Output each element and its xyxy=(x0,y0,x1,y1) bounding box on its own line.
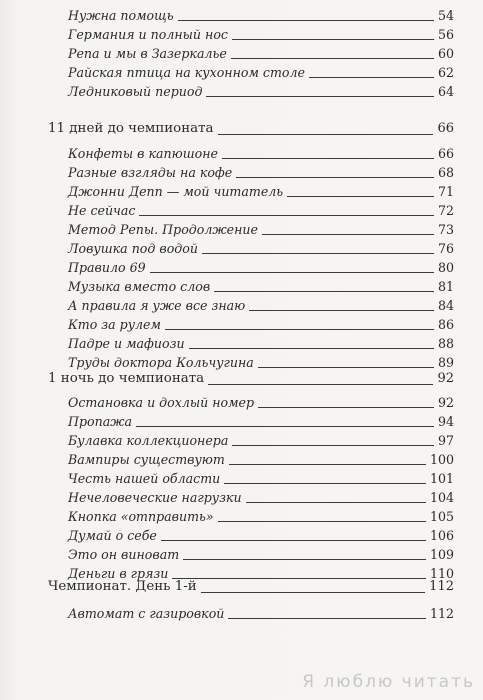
dot-leader xyxy=(136,426,434,427)
toc-entry-page: 109 xyxy=(429,547,454,562)
toc-entry-page: 76 xyxy=(437,241,454,256)
toc-entry-page: 66 xyxy=(437,146,454,161)
dot-leader xyxy=(201,592,425,593)
toc-entry xyxy=(68,279,454,295)
toc-entry xyxy=(68,317,454,333)
toc-entry-page: 104 xyxy=(429,490,454,505)
dot-leader xyxy=(224,483,426,484)
toc-entry xyxy=(68,65,454,81)
dot-leader xyxy=(183,559,426,560)
toc-entry xyxy=(68,452,454,468)
toc-entry-page: 56 xyxy=(437,27,454,42)
toc-entry-title: Музыка вместо слов xyxy=(68,279,211,294)
toc-entry xyxy=(68,84,454,100)
toc-entry-title: Остановка и дохлый номер xyxy=(68,395,255,410)
toc-entry-title: Вампиры существуют xyxy=(68,452,225,467)
toc-entry-title: Булавка коллекционера xyxy=(68,433,229,448)
toc-section xyxy=(48,370,454,388)
toc-entry-title: Автомат с газировкой xyxy=(68,606,225,621)
toc-entry xyxy=(68,203,454,219)
toc-section xyxy=(48,578,454,596)
toc-entry xyxy=(68,146,454,162)
dot-leader xyxy=(258,407,434,408)
toc-entry-page: 112 xyxy=(429,606,454,621)
dot-leader xyxy=(231,58,434,59)
toc-entry-page: 94 xyxy=(437,414,454,429)
toc-entry-page: 81 xyxy=(437,279,454,294)
toc-entry-title: Деньги в грязи xyxy=(68,566,169,581)
toc-entry-title: Ловушка под водой xyxy=(68,241,198,256)
dot-leader xyxy=(178,20,434,21)
toc-section-page: 66 xyxy=(437,121,454,136)
toc-entry-page: 110 xyxy=(429,566,454,581)
toc-entry xyxy=(68,241,454,257)
dot-leader xyxy=(150,272,434,273)
toc-entry-page: 72 xyxy=(437,203,454,218)
toc-entry-title: Метод Репы. Продолжение xyxy=(68,222,258,237)
toc-entry-title: Падре и мафиози xyxy=(68,336,185,351)
toc-entry-page: 86 xyxy=(437,317,454,332)
dot-leader xyxy=(258,367,434,368)
dot-leader xyxy=(246,502,426,503)
toc-entry-title: Ледниковый период xyxy=(68,84,203,99)
toc-entry-page: 89 xyxy=(437,355,454,370)
toc-entry-title: Репа и мы в Зазеркалье xyxy=(68,46,227,61)
dot-leader xyxy=(202,253,434,254)
toc-entry-title: Пропажа xyxy=(68,414,133,429)
toc-entry-title: А правила я уже все знаю xyxy=(68,298,246,313)
toc-entry xyxy=(68,414,454,430)
toc-entry xyxy=(68,46,454,62)
dot-leader xyxy=(228,618,426,619)
toc-entry-page: 106 xyxy=(429,528,454,543)
toc-entry-page: 60 xyxy=(437,46,454,61)
toc-section-title: 1 ночь до чемпионата xyxy=(48,371,205,386)
toc-entry-page: 80 xyxy=(437,260,454,275)
toc-entry-page: 73 xyxy=(437,222,454,237)
toc-entry-title: Райская птица на кухонном столе xyxy=(68,65,305,80)
dot-leader xyxy=(218,134,434,135)
toc-entry-page: 92 xyxy=(437,395,454,410)
dot-leader xyxy=(229,464,426,465)
dot-leader xyxy=(309,77,434,78)
toc-section-page: 112 xyxy=(429,579,454,594)
toc-entry-page: 105 xyxy=(429,509,454,524)
toc-entry xyxy=(68,260,454,276)
toc-entry xyxy=(68,606,454,622)
toc-entry xyxy=(68,471,454,487)
toc-section-page: 92 xyxy=(437,371,454,386)
toc-entry-title: Правило 69 xyxy=(68,260,146,275)
toc-entry-title: Разные взгляды на кофе xyxy=(68,165,233,180)
dot-leader xyxy=(208,384,433,385)
toc-entry-title: Германия и полный нос xyxy=(68,27,228,42)
toc-entry-title: Нечеловеческие нагрузки xyxy=(68,490,242,505)
dot-leader xyxy=(262,234,434,235)
toc-entry xyxy=(68,355,454,371)
toc-entry xyxy=(68,298,454,314)
dot-leader xyxy=(139,215,434,216)
dot-leader xyxy=(236,177,434,178)
toc-entry-title: Джонни Депп — мой читатель xyxy=(68,184,284,199)
dot-leader xyxy=(232,39,434,40)
toc-entry-page: 54 xyxy=(437,8,454,23)
toc-entry-page: 88 xyxy=(437,336,454,351)
toc-entry-title: Не сейчас xyxy=(68,203,136,218)
toc-entry-title: Думай о себе xyxy=(68,528,157,543)
dot-leader xyxy=(249,310,434,311)
toc-entry-page: 68 xyxy=(437,165,454,180)
toc-entry xyxy=(68,433,454,449)
toc-entry-title: Кнопка «отправить» xyxy=(68,509,214,524)
toc-entry xyxy=(68,490,454,506)
toc-entry-page: 64 xyxy=(437,84,454,99)
toc-entry-title: Это он виноват xyxy=(68,547,180,562)
toc-entry-title: Нужна помощь xyxy=(68,8,174,23)
dot-leader xyxy=(218,521,426,522)
toc-entry-title: Честь нашей области xyxy=(68,471,221,486)
dot-leader xyxy=(161,540,426,541)
toc-entry-title: Кто за рулем xyxy=(68,317,161,332)
dot-leader xyxy=(287,196,434,197)
toc-section-title: Чемпионат. День 1-й xyxy=(48,579,197,594)
toc-entry-page: 97 xyxy=(437,433,454,448)
toc-entry xyxy=(68,395,454,411)
toc-entry-title: Труды доктора Кольчугина xyxy=(68,355,254,370)
toc-section xyxy=(48,120,454,138)
watermark-text: Я люблю читать xyxy=(302,672,475,692)
toc-entry-page: 62 xyxy=(437,65,454,80)
dot-leader xyxy=(165,329,434,330)
toc-entry-page: 100 xyxy=(429,452,454,467)
toc-entry xyxy=(68,184,454,200)
dot-leader xyxy=(206,96,434,97)
toc-entry xyxy=(68,547,454,563)
toc-entry xyxy=(68,222,454,238)
dot-leader xyxy=(232,445,434,446)
toc-section-title: 11 дней до чемпионата xyxy=(48,121,214,136)
toc-entry-title: Конфеты в капюшоне xyxy=(68,146,218,161)
toc-entry-page: 84 xyxy=(437,298,454,313)
toc-entry-page: 71 xyxy=(437,184,454,199)
toc-entry xyxy=(68,509,454,525)
toc-entry xyxy=(68,8,454,24)
toc-entry-page: 101 xyxy=(429,471,454,486)
dot-leader xyxy=(214,291,434,292)
toc-entry xyxy=(68,27,454,43)
toc-entry xyxy=(68,528,454,544)
dot-leader xyxy=(222,158,434,159)
toc-entry xyxy=(68,165,454,181)
toc-entry xyxy=(68,336,454,352)
dot-leader xyxy=(189,348,434,349)
